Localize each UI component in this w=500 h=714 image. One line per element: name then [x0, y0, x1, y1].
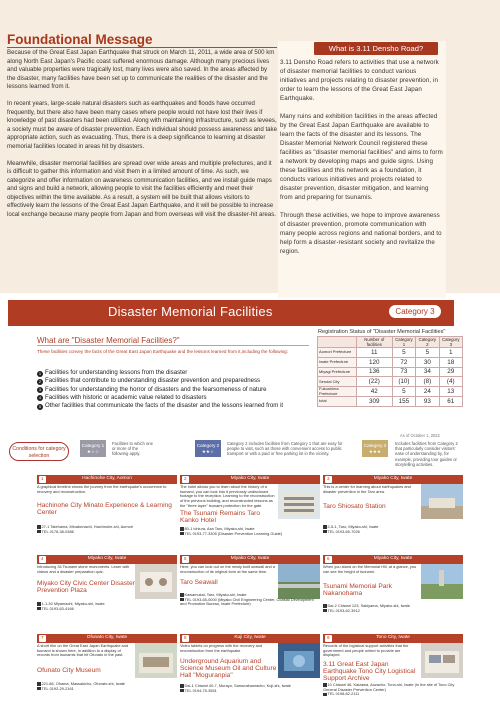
facility-name: Miyako City Civic Center Disaster Prevention Plaza	[37, 580, 135, 594]
phone-icon	[37, 687, 41, 691]
facility-number: 6	[326, 556, 330, 561]
facility-number: 1	[40, 476, 44, 481]
facility-location: Kuji City, Iwate	[180, 634, 320, 643]
facility-address: 10 Chiwari 46, Kaizawa, Aozacho, Tono-shi, Iwate (In the site of Tono City General Disaster Prevention Center) TEL 0198-62-2111	[323, 682, 455, 697]
facility-description: A short film on the Great East Japan Earthquake and tsunami is shown here, in addition to a display of records from tsunamis that hit Ofunato in the past.	[37, 643, 129, 658]
criteria-item: 2 Facilities that contribute to understanding disaster prevention and preparedness	[38, 377, 261, 385]
facility-name: Taro Shiosato Station	[323, 503, 386, 510]
facility-name: Underground Aquarium and Science Museum Oil and Culture Hall "Moguranpia"	[180, 658, 277, 679]
star-rating-icon: ★☆☆	[86, 448, 100, 454]
facility-photo	[278, 643, 320, 678]
facility-description: This is a center for learning about earthquakes and disaster prevention in the Taro area.	[323, 484, 411, 494]
facility-number: 5	[183, 556, 187, 561]
facility-photo	[135, 643, 177, 678]
address-icon	[180, 593, 184, 597]
what-are-heading: What are "Disaster Memorial Facilities?"	[37, 336, 180, 345]
facility-location: Miyako City, Iwate	[180, 475, 320, 484]
address-icon	[180, 684, 184, 688]
address-icon	[37, 602, 41, 606]
phone-icon	[323, 693, 327, 697]
facility-location: Miyako City, Iwate	[323, 475, 463, 484]
address-icon	[37, 682, 41, 686]
facility-photo	[421, 564, 463, 599]
phone-icon	[37, 530, 41, 534]
facility-card[interactable]	[180, 634, 320, 711]
facility-description: Here, you can look out on the newly built seawall and a reconstruction of its original form at the same time.	[180, 564, 275, 574]
facility-card[interactable]	[323, 555, 463, 632]
facility-name: The Tsunami Remains Taro Kanko Hotel	[180, 510, 261, 524]
foundational-title: Foundational Message	[7, 32, 153, 47]
number-icon: 1	[38, 370, 42, 376]
what-are-description: These facilities convey the facts of the Great East Japan Earthquake and the lessons learned from it,including the following:	[37, 349, 289, 354]
facility-photo	[278, 484, 320, 519]
foundational-paragraph: In recent years, large-scale natural disasters such as earthquakes and floods have occurred frequently, but there also have been many cases where people would not have lost their lives if knowledge of past disasters had been utilized. Along with maintaining infrastructure, such as levees, a society must be aware of disaster prevention. Each individual should possess awareness and take appropriate action, such as evacuating. Thus, there is a deep significance to learning at disaster memorial facilities located in areas hit by disasters.	[7, 100, 277, 150]
registration-table	[317, 336, 463, 407]
registration-title: Registration Status of "Disaster Memorial Facilities"	[318, 329, 446, 335]
criteria-list	[37, 369, 312, 410]
facility-description: Video tablets on progress with the recovery and reconstruction from the earthquake.	[180, 643, 263, 653]
what-are-divider	[37, 345, 309, 346]
facility-number: 9	[326, 635, 330, 640]
table-row: Iwate Prefecture 120 72 30 18	[318, 357, 463, 367]
facility-description: When you stand on the Memorial Hill, at a glance, you can see the height of tsunami.	[323, 564, 417, 574]
facility-photo	[421, 484, 463, 519]
facility-location: Miyako City, Iwate	[180, 555, 320, 564]
facility-card[interactable]	[323, 634, 463, 711]
address-icon	[180, 527, 184, 531]
category-3-desc: Includes facilities from Category 2 that particularly consider visitors' ease of understanding by, for example, providing tour guides or storytelling activities.	[395, 441, 458, 467]
facility-location: Hachinohe City, Aomori	[37, 475, 177, 484]
phone-icon	[180, 532, 184, 536]
facility-card[interactable]	[180, 475, 320, 552]
facility-description: The hotel allows you to learn about the history of a tsunami, you can look into it previously undisclosed footage to the reception. Learning to the reconstruction of the previous building, and reconstructed lessons as the "three layer" tsunami protection for the gate.	[180, 484, 275, 508]
phone-icon	[37, 607, 41, 611]
facility-number: 7	[40, 635, 44, 640]
facility-description: A graphical timeline shows the journey from the earthquake's occurrence to recovery and reconstruction.	[37, 484, 167, 494]
facility-location: Tono City, Iwate	[323, 634, 463, 643]
as-of-note: As of October 1, 2022	[400, 433, 440, 438]
facility-address: 221-86, Ohama, Massakicho, Ofunato-shi, Iwate TEL 0192-29-2161	[37, 682, 175, 691]
address-icon	[323, 604, 327, 608]
what-is-title: What is 3.11 Densho Road?	[314, 42, 438, 55]
facility-number: 4	[40, 556, 44, 561]
facility-name: Taro Seawall	[180, 579, 218, 586]
what-is-body	[280, 58, 443, 265]
phone-icon	[323, 530, 327, 534]
what-is-paragraph: Many ruins and exhibition facilities in the areas affected by the Great East Japan Earthquake are available to learn the facts of the disaster and its lessons. The Disaster Memorial Network Council registered these facilities as "disaster memorial facilities" and aims to form a network by developing maps and guide signs. Using these facilities and this network as a foundation, it conducts various initiatives and projects related to disaster prevention, disaster mitigation, and learning from and preparing for tsunamis.	[280, 113, 443, 201]
table-header-row: Number of facilities Category 1 Category 2 Category 3	[318, 337, 463, 348]
number-icon: 4	[38, 395, 42, 401]
facility-card[interactable]	[37, 475, 177, 552]
facility-address: Dai-2 Chiwari 123, Sakiyama, Miyako-shi, Iwate TEL 0193-62-3912	[323, 604, 461, 613]
category-2-badge: Category 2 ★★☆	[195, 440, 221, 457]
category-1-badge: Category 1 ★☆☆	[80, 440, 106, 457]
facility-name: Ofunato City Museum	[37, 667, 101, 674]
criteria-item: 5 Other facilities that communicate the facts of the disaster and the lessons learned from it	[38, 402, 284, 410]
what-is-paragraph: 3.11 Densho Road refers to activities that use a network of disaster memorial facilities to conduct various initiatives and projects relating to disaster prevention, in order to learn the lessons of the Great East Japan Earthquake.	[280, 59, 439, 102]
facility-address: Dai-1 Chiwari 40-7, Murayo, Samuraihamacho, Kuji-shi, Iwate TEL 0194-75-3551	[180, 684, 318, 693]
facility-photo	[421, 643, 463, 678]
facility-address: Kawamukai, Taro, Miyako-shi, Iwate TEL 0193-65-0000 (Miyako Civil Engineering Center, Coastal Development and Promotion Bureau, Iwate Prefecture)	[180, 592, 314, 607]
foundational-paragraph: Because of the Great East Japan Earthquake that struck on March 11, 2011, a wide area of 500 km along North East Japan's Pacific coast suffered enormous damage. Although many precious lives and valuable properties were tragically lost, many lives were also saved. In the areas affected by the disaster, many facilities have been set up to communicate the realities of the disaster and the lessons learned from it.	[7, 49, 275, 90]
facility-number: 2	[183, 476, 187, 481]
facility-address: 2-5-1, Taro, Miyako-shi, Iwate TEL 0193-65-7026	[323, 525, 461, 534]
criteria-item: 4 Facilities with historic or academic value related to disasters	[38, 393, 207, 401]
foundational-divider	[7, 47, 277, 48]
facility-location: Ofunato City, Iwate	[37, 634, 177, 643]
phone-icon	[323, 609, 327, 613]
facility-address: 80-1 Ichiura, Aza Taro, Miyako-shi, Iwate TEL 0193-77-3305 (Disaster Prevention Learning Guide)	[180, 527, 318, 536]
star-rating-icon: ★★★	[368, 448, 382, 454]
dmf-title: Disaster Memorial Facilities	[108, 304, 273, 319]
facility-name: Hachinohe City Minato Experience & Learning Center	[37, 502, 172, 516]
conditions-label: Conditions for category selection	[9, 442, 69, 461]
facility-name: 3.11 Great East Japan Earthquake Tono City Logistical Support Archive	[323, 661, 416, 682]
facility-card[interactable]	[37, 634, 177, 711]
facility-card[interactable]	[323, 475, 463, 552]
facility-card[interactable]	[180, 555, 320, 632]
table-row: Fukushima Prefecture 42 5 24 13	[318, 387, 463, 397]
category-3-badge: Category 3 ★★★	[362, 440, 388, 457]
number-icon: 2	[38, 378, 42, 384]
facility-number: 3	[326, 476, 330, 481]
criteria-item: 1 Facilities for understanding lessons from the disaster	[38, 369, 188, 376]
facility-photo	[135, 564, 177, 599]
phone-icon	[180, 689, 184, 693]
category-1-desc: Facilities to which one or more of the following apply.	[112, 441, 153, 457]
table-row: total 309 155 93 61	[318, 397, 463, 407]
criteria-item: 3 Facilities for understanding the horror of disasters and the fearsomeness of nature	[38, 385, 267, 393]
facility-name: Tsunami Memorial Park Nakanohama	[323, 583, 392, 597]
facility-grid	[37, 475, 464, 711]
category-badge: Category 3	[389, 305, 441, 318]
foundational-message-body	[7, 49, 277, 228]
facility-address: 1-1-30 Miyamachi, Miyako-shi, Iwate TEL 0193-63-4166	[37, 602, 175, 611]
table-row: Aomori Prefecture 11 5 5 1	[318, 348, 463, 358]
facility-description: Records of the logistical support activities that the government and people united to provide are displayed.	[323, 643, 409, 658]
what-is-paragraph: Through these activities, we hope to improve awareness of disaster prevention, promote communication with many people across regions and national borders, and to help form a disaster-resistant society and revitalize the region.	[280, 212, 442, 255]
table-row: Sendai City (22) (10) (8) (4)	[318, 377, 463, 387]
number-icon: 3	[38, 387, 42, 393]
facility-location: Miyako City, Iwate	[323, 555, 463, 564]
address-icon	[37, 525, 41, 529]
facility-card[interactable]	[37, 555, 177, 632]
star-rating-icon: ★★☆	[201, 448, 215, 454]
address-icon	[323, 525, 327, 529]
facility-location: Miyako City, Iwate	[37, 555, 177, 564]
table-row: Miyagi Prefecture 136 73 34 29	[318, 367, 463, 377]
foundational-paragraph: Meanwhile, disaster memorial facilities are spread over wide areas and multiple prefectures, and it is difficult to gather this information and visit them in a limited amount of time. As such, we categorize and offer information on awareness communication facilities, and we install guide maps and signs and build a network, allowing people to visit the facilities efficiently and meet their objectives within the time available. As a result, a system will be built that allows visitors to effectively learn the lessons of the Great East Japan Earthquake, and it will be possible to increase local exchange because many people from Japan and from overseas will visit the disaster-hit areas.	[7, 159, 276, 218]
number-icon: 5	[38, 403, 42, 409]
facility-number: 8	[183, 635, 187, 640]
facility-address: 27-1 Tatehama, Minatomachi, Hachinohe-shi, Aomori TEL 0178-38-0386	[37, 525, 175, 534]
category-2-desc: Category 2 includes facilities from Category 1 that are easy for people to visit, such as those with convenient access to public transport or with a paid or free parking lot in the vicinity.	[227, 441, 343, 457]
facility-description: Introducing 34 Tsunami stone monuments. Learn with videos and a disaster preparation quiz.	[37, 564, 130, 574]
